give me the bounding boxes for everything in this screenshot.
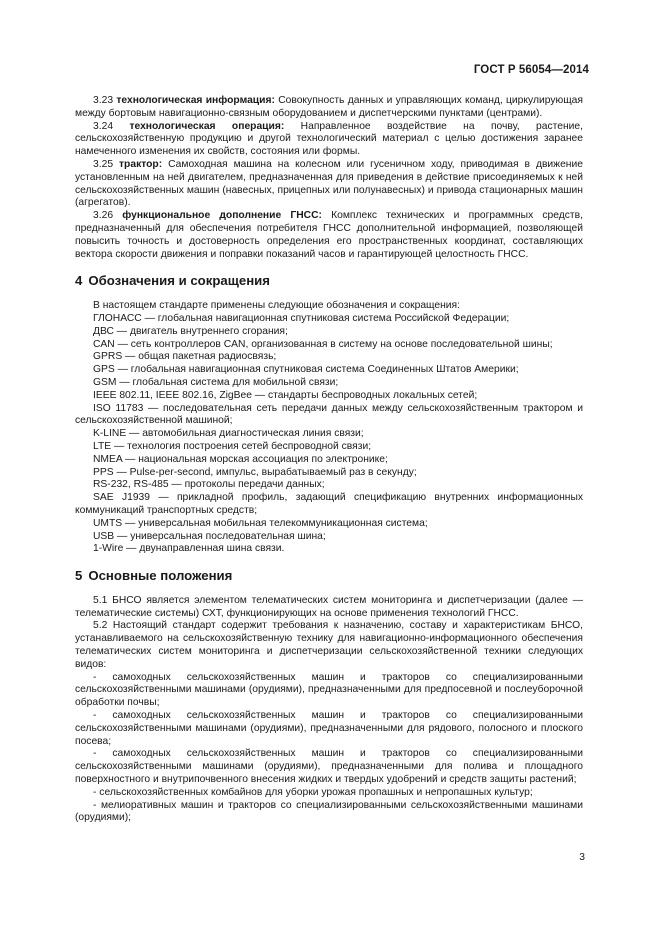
abbreviation-item: PPS — Pulse-per-second, импульс, вырабатываемый раз в секунду; <box>93 466 417 478</box>
definition-3-25 <box>75 159 583 210</box>
abbreviation-item: SAE J1939 — прикладной профиль, задающий спецификацию внутренних информационных коммуникаций транспортных средств; <box>75 492 583 516</box>
abbreviation-item: ГЛОНАСС — глобальная навигационная спутниковая система Российской Федерации; <box>93 312 510 324</box>
abbreviation-item: GPS — глобальная навигационная спутниковая система Соединенных Штатов Америки; <box>93 364 519 376</box>
definition-term: трактор: <box>119 158 163 170</box>
abbreviations-list <box>75 300 583 556</box>
definition-number: 3.26 <box>93 210 114 222</box>
provision-5-2: 5.2 Настоящий стандарт содержит требования к назначению, составу и характеристикам БНСО, устанавливаемого на сельскохозяйственную технику для навигационно-информационного обеспечения телематических систем мониторинга и диспетчеризации сельскохозяйственной техники следующих видов: <box>75 620 583 670</box>
definition-3-26 <box>75 210 583 261</box>
document-id: ГОСТ Р 56054—2014 <box>473 64 589 76</box>
definition-text: Самоходная машина на колесном или гусеничном ходу, приводимая в движение установленным на ней двигателем, предназначенная для приведения в действие присоединяемых к ней сельскохозяйственных машин (навесных, прицепных или полунавесных) и привода стационарных машин (агрегатов). <box>75 158 583 209</box>
section-5-heading <box>75 570 583 583</box>
abbreviation-item: ДВС — двигатель внутреннего сгорания; <box>93 325 288 337</box>
abbreviations-intro: В настоящем стандарте применены следующие обозначения и сокращения: <box>93 300 460 312</box>
definition-text: Направленное воздействие на почву, растение, сельскохозяйственную продукцию и другой технологический материал с целью достижения заранее намеченного изменения их свойств, состояния или формы. <box>75 120 583 158</box>
section-title: Основные положения <box>88 568 233 584</box>
abbreviation-item: USB — универсальная последовательная шина; <box>93 530 326 542</box>
definition-number: 3.23 <box>93 95 114 106</box>
definition-number: 3.24 <box>93 120 114 132</box>
abbreviation-item: IEEE 802.11, IEEE 802.16, ZigBee — стандарты беспроводных локальных сетей; <box>93 389 478 401</box>
definition-3-23 <box>75 95 583 121</box>
abbreviation-item: GPRS — общая пакетная радиосвязь; <box>93 351 277 363</box>
section-4-heading <box>75 275 583 288</box>
page-content <box>75 95 583 825</box>
definition-3-24 <box>75 121 583 159</box>
equipment-type-item: - самоходных сельскохозяйственных машин и тракторов со специализированными сельскохозяйственными машинами (орудиями), предназначенными для предпосевной и послеуборочной обработки почвы; <box>75 671 583 709</box>
abbreviation-item: UMTS — универсальная мобильная телекоммуникационная система; <box>93 517 428 529</box>
section-number: 4 <box>75 273 83 289</box>
section-title: Обозначения и сокращения <box>88 273 270 289</box>
definition-number: 3.25 <box>93 158 114 170</box>
equipment-type-item: - самоходных сельскохозяйственных машин и тракторов со специализированными сельскохозяйственными машинами (орудиями), предназначенными для рядового, полосного и плоского посева; <box>75 710 583 747</box>
abbreviation-item: ISO 11783 — последовательная сеть передачи данных между сельскохозяйственным трактором и сельскохозяйственной машиной; <box>75 402 583 427</box>
abbreviation-item: LTE — технология построения сетей беспроводной связи; <box>93 440 372 452</box>
section-number: 5 <box>75 568 83 584</box>
equipment-type-item: - сельскохозяйственных комбайнов для уборки урожая пропашных и непропашных культур; <box>93 786 533 798</box>
definition-text: Комплекс технических и программных средств, предназначенный для обеспечения потребителя ГНСС дополнительной информацией, позволяющей повысить точность и достоверность определения его пространственных координат, составляющих вектора скорости движения и поправки показаний часов и гарантирующей целостность ГНСС. <box>75 210 583 260</box>
page-number: 3 <box>579 852 585 863</box>
abbreviation-item: NMEA — национальная морская ассоциация по электронике; <box>93 453 388 465</box>
abbreviation-item: K-LINE — автомобильная диагностическая линия связи; <box>93 428 364 440</box>
equipment-type-item: - мелиоративных машин и тракторов со специализированными сельскохозяйственными машинами (орудиями); <box>75 799 583 824</box>
abbreviation-item: RS-232, RS-485 — протоколы передачи данных; <box>93 479 325 491</box>
abbreviation-item: 1-Wire — двунаправленная шина связи. <box>93 543 285 555</box>
definition-text: Совокупность данных и управляющих команд, циркулирующая между бортовым навигационно-связным оборудованием и диспетчерскими пунктами (центрами). <box>75 95 583 119</box>
abbreviation-item: CAN — сеть контроллеров CAN, организованная в систему на основе последовательной шины; <box>93 338 553 350</box>
definition-term: технологическая операция: <box>129 120 285 132</box>
equipment-type-item: - самоходных сельскохозяйственных машин и тракторов со специализированными сельскохозяйственными машинами (орудиями), предназначенными для полива и площадного поверхностного и внутрипочвенного внесения жидких и твердых удобрений и средств защиты растений; <box>75 748 583 786</box>
definition-term: функциональное дополнение ГНСС: <box>122 210 322 222</box>
provisions-block <box>75 595 583 825</box>
abbreviation-item: GSM — глобальная система для мобильной связи; <box>93 376 339 388</box>
definitions-block <box>75 95 583 261</box>
definition-term: технологическая информация: <box>116 95 275 106</box>
provision-5-1: 5.1 БНСО является элементом телематических систем мониторинга и диспетчеризации (далее — телематические системы) СХТ, функционирующих на основе применения технологий ГНСС. <box>75 594 583 619</box>
